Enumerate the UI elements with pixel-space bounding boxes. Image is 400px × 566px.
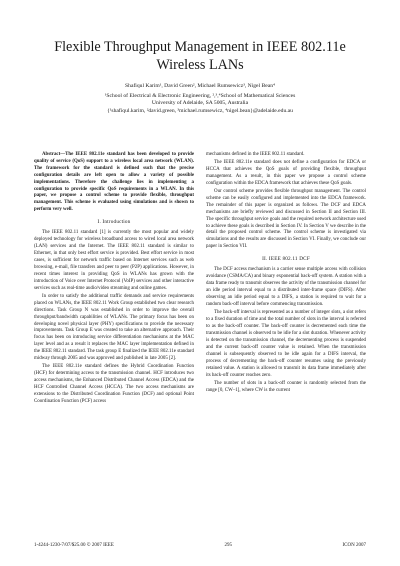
affiliation-2: University of Adelaide, SA 5005, Australia — [151, 100, 249, 107]
author-list: Shafiqul Karim¹, David Green², Michael Rumsewicz³, Nigel Bean⁴ — [125, 83, 275, 89]
dcf-paragraph: The back-off interval is represented as a number of integer slots, a slot refers to a fixed duration of time and the total number of slots in the interval is referred to as the back-off counter. The back-off counter is decremented each time the transmission channel is observed to be idle for a slot duration. Whenever activity is detected on the transmission channel, the decrementing process is suspended and the current back-off counter value is retained. When the transmission channel is subsequently observed to be idle again for a DIFS interval, the process of decrementing the back-off counter resumes using the previously retained value. A station is allowed to transmit its data frame immediately after its back-off counter reaches zero. — [206, 310, 366, 378]
footer-copyright: 1-4244-1230-7/07/$25.00 © 2007 IEEE — [34, 543, 114, 548]
body-paragraph: mechanisms defined in the IEEE 802.11 standard. — [206, 152, 305, 157]
abstract: Abstract—The IEEE 802.11e standard has been developed to provide quality of service (QoS) support to a wireless local area network (WLAN). The framework for the standard is defined such that the precise configuration details are left open to allow a variety of possible implementations. Therefore the challenge lies in implementing a configuration to provide specific QoS requirements in a WLAN. In this paper, we propose a control scheme to provide flexible, throughput management. This scheme is evaluated using simulations and is shown to perform very well. — [34, 152, 194, 213]
section-heading-dcf: II. IEEE 802.11 DCF — [262, 256, 310, 263]
paper-title: Flexible Throughput Management in IEEE 802.11e Wireless LANs — [54, 39, 346, 73]
affiliation-1: ¹School of Electrical & Electronic Engineering, ²,³,⁴School of Mathematical Sciences — [104, 93, 296, 99]
right-column — [206, 152, 366, 407]
intro-paragraph: The IEEE 802.11e standard defines the Hybrid Coordination Function (HCF) for determining access to the transmission channel. HCF introduces two access mechanisms, the Enhanced Distributed Channel Access (EDCA) and the HCF Controlled Channel Access (HCCA). The two access mechanisms are extensions to the Distributed Coordination Function (DCF) and optional Point Coordination Function (PCF) access — [34, 364, 194, 404]
author-emails: {¹shafiqul.karim, ²david.green, ³michael.rumsewicz, ⁴nigel.bean}@adelaide.edu.au — [107, 107, 293, 114]
page-number: 295 — [224, 543, 232, 548]
dcf-paragraph: The number of slots in a back-off counter is randomly selected from the range [0, CW–1], where CW is the current — [206, 380, 366, 393]
intro-paragraph: In order to satisfy the additional traffic demands and service requirements placed on WLANs, the IEEE 802.11 Work Group established two clear research directions. Task Group N was established in order to improve the overall throughput/bandwidth capabilities of WLANs. The primary focus has been on developing novel physical layer (PHY) specifications to provide the necessary improvements. Task Group E was created to take an alternative approach. Their focus has been on introducing service differentiation mechanisms at the MAC layer level and as a result it replaces the MAC layer implementation defined in the IEEE 802.11 standard. The task group E finalized the IEEE 802.11e standard midway through 2005 and was approved and published in late 2005 [2]. — [34, 293, 194, 362]
body-paragraph: Our control scheme provides flexible throughput management. The control scheme can be easily configured and implemented into the EDCA framework. The remainder of this paper is organized as follows. The DCF and EDCA mechanisms are briefly reviewed and discussed in Section II and Section III. The specific throughput service goals and the required network architecture used to achieve these goals is described in Section IV. In Section V we describe in the detail the proposed control scheme. The control scheme is investigated via simulations and the results are discussed in Section VI. Finally, we conclude our paper in Section VII. — [206, 188, 366, 250]
intro-paragraph: The IEEE 802.11 standard [1] is currently the most popular and widely deployed technology for wireless broadband access to wired local area network (LAN) services and the Internet. The IEEE 802.11 standard is similar to Ethernet, in that only best effort service is provided. Best effort service in most cases, is sufficient for network traffic based on Internet services such as web browsing, e-mail, file transfers and peer to peer (P2P) applications. However, in recent times interest in providing QoS in WLANs has grown with the introduction of Voice over Internet Protocol (VoIP) services and other interactive services such as real-time audio/video streaming and online games. — [34, 230, 194, 291]
left-column — [34, 152, 194, 407]
section-heading-introduction: I. Introduction — [97, 219, 131, 226]
dcf-paragraph: The DCF access mechanism is a carrier sense multiple access with collision avoidance (CSMA/CA) and binary exponential back-off system. A station with a data frame ready to transmit observes the activity of the transmission channel for an idle period interval equal to a distributed inter-frame space (DIFS). After observing an idle period equal to a DIFS, a station is required to wait for a random back-off interval before commencing transmission. — [206, 267, 366, 308]
two-column-body — [34, 152, 366, 407]
page-footer — [34, 543, 366, 548]
footer-venue: ICON 2007 — [342, 543, 366, 548]
body-paragraph: The IEEE 802.11e standard does not define a configuration for EDCA or HCCA that achieves the QoS goals of providing flexible, throughput management. As a result, in this paper we propose a control scheme configuration within the EDCA framework that achieves these QoS goals. — [206, 159, 366, 186]
